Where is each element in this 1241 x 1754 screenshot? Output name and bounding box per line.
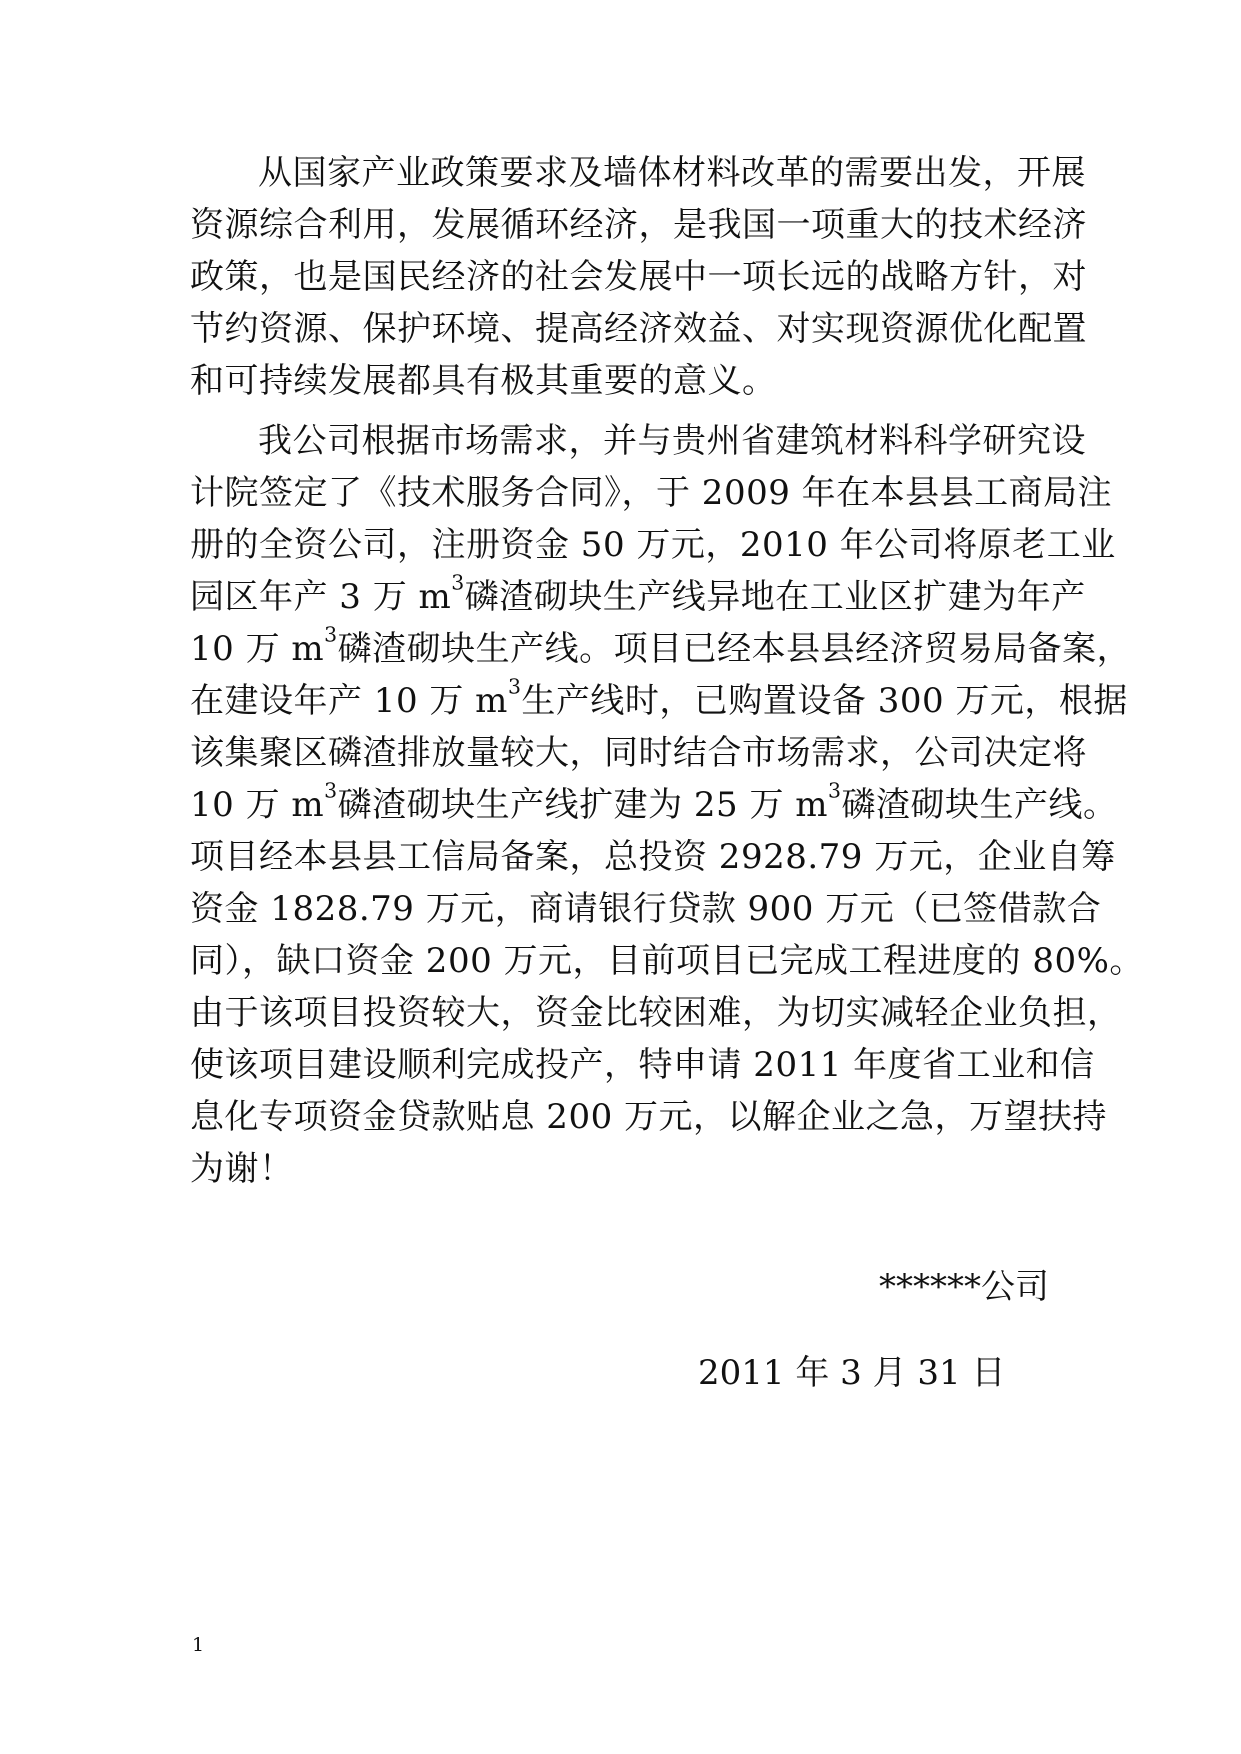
paragraph-1-line-2: 资源综合利用，发展循环经济，是我国一项重大的技术经济	[190, 205, 1087, 245]
paragraph-1-line-3: 政策，也是国民经济的社会发展中一项长远的战略方针，对	[190, 257, 1087, 297]
paragraph-2-line-15: 为谢！	[190, 1149, 294, 1189]
text-segment: 磷渣砌块生产线。项目已经本县县经济贸易局备案，	[337, 629, 1132, 669]
text-segment: 磷渣砌块生产线扩建为 25 万 m	[337, 785, 829, 825]
paragraph-2-line-11: 同），缺口资金 200 万元，目前项目已完成工程进度的 80%。	[190, 941, 1144, 981]
paragraph-2-line-8	[190, 778, 1118, 828]
paragraph-2-line-7: 该集聚区磷渣排放量较大，同时结合市场需求，公司决定将	[190, 733, 1087, 773]
paragraph-2-line-3: 册的全资公司，注册资金 50 万元，2010 年公司将原老工业	[190, 525, 1116, 565]
superscript-3: 3	[451, 570, 465, 595]
text-segment: 磷渣砌块生产线异地在工业区扩建为年产	[464, 577, 1086, 617]
text-segment: 10 万 m	[190, 785, 325, 825]
page-number: 1	[192, 1634, 205, 1656]
paragraph-2-line-14: 息化专项资金贷款贴息 200 万元，以解企业之急，万望扶持	[190, 1097, 1108, 1137]
superscript-3: 3	[324, 622, 338, 647]
text-segment: 10 万 m	[190, 629, 325, 669]
paragraph-1-line-4: 节约资源、保护环境、提高经济效益、对实现资源优化配置	[190, 309, 1087, 349]
paragraph-1-line-5: 和可持续发展都具有极其重要的意义。	[190, 361, 777, 401]
text-segment: 生产线时，已购置设备 300 万元，根据	[521, 681, 1128, 721]
superscript-3: 3	[507, 674, 522, 699]
text-segment: 在建设年产 10 万 m	[190, 681, 508, 721]
paragraph-1-line-1: 从国家产业政策要求及墙体材料改革的需要出发，开展	[258, 153, 1086, 193]
paragraph-2-line-13: 使该项目建设顺利完成投产，特申请 2011 年度省工业和信	[190, 1045, 1095, 1085]
superscript-3: 3	[828, 778, 842, 803]
text-segment: 磷渣砌块生产线。	[841, 785, 1118, 825]
paragraph-2-line-5	[190, 622, 1132, 672]
paragraph-2-line-2: 计院签定了《技术服务合同》，于 2009 年在本县县工商局注	[190, 473, 1113, 513]
signature-date: 2011 年 3 月 31 日	[698, 1353, 1006, 1393]
superscript-3: 3	[324, 778, 338, 803]
paragraph-2-line-12: 由于该项目投资较大，资金比较困难，为切实减轻企业负担，	[190, 993, 1122, 1033]
paragraph-2-line-6	[190, 674, 1128, 724]
text-segment: 园区年产 3 万 m	[190, 577, 452, 617]
paragraph-2-line-4	[190, 570, 1086, 620]
paragraph-2-line-10: 资金 1828.79 万元，商请银行贷款 900 万元（已签借款合	[190, 889, 1102, 929]
paragraph-2-line-9: 项目经本县县工信局备案，总投资 2928.79 万元，企业自筹	[190, 837, 1116, 877]
paragraph-2-line-1: 我公司根据市场需求，并与贵州省建筑材料科学研究设	[258, 421, 1086, 461]
signature-company: ******公司	[879, 1267, 1049, 1307]
